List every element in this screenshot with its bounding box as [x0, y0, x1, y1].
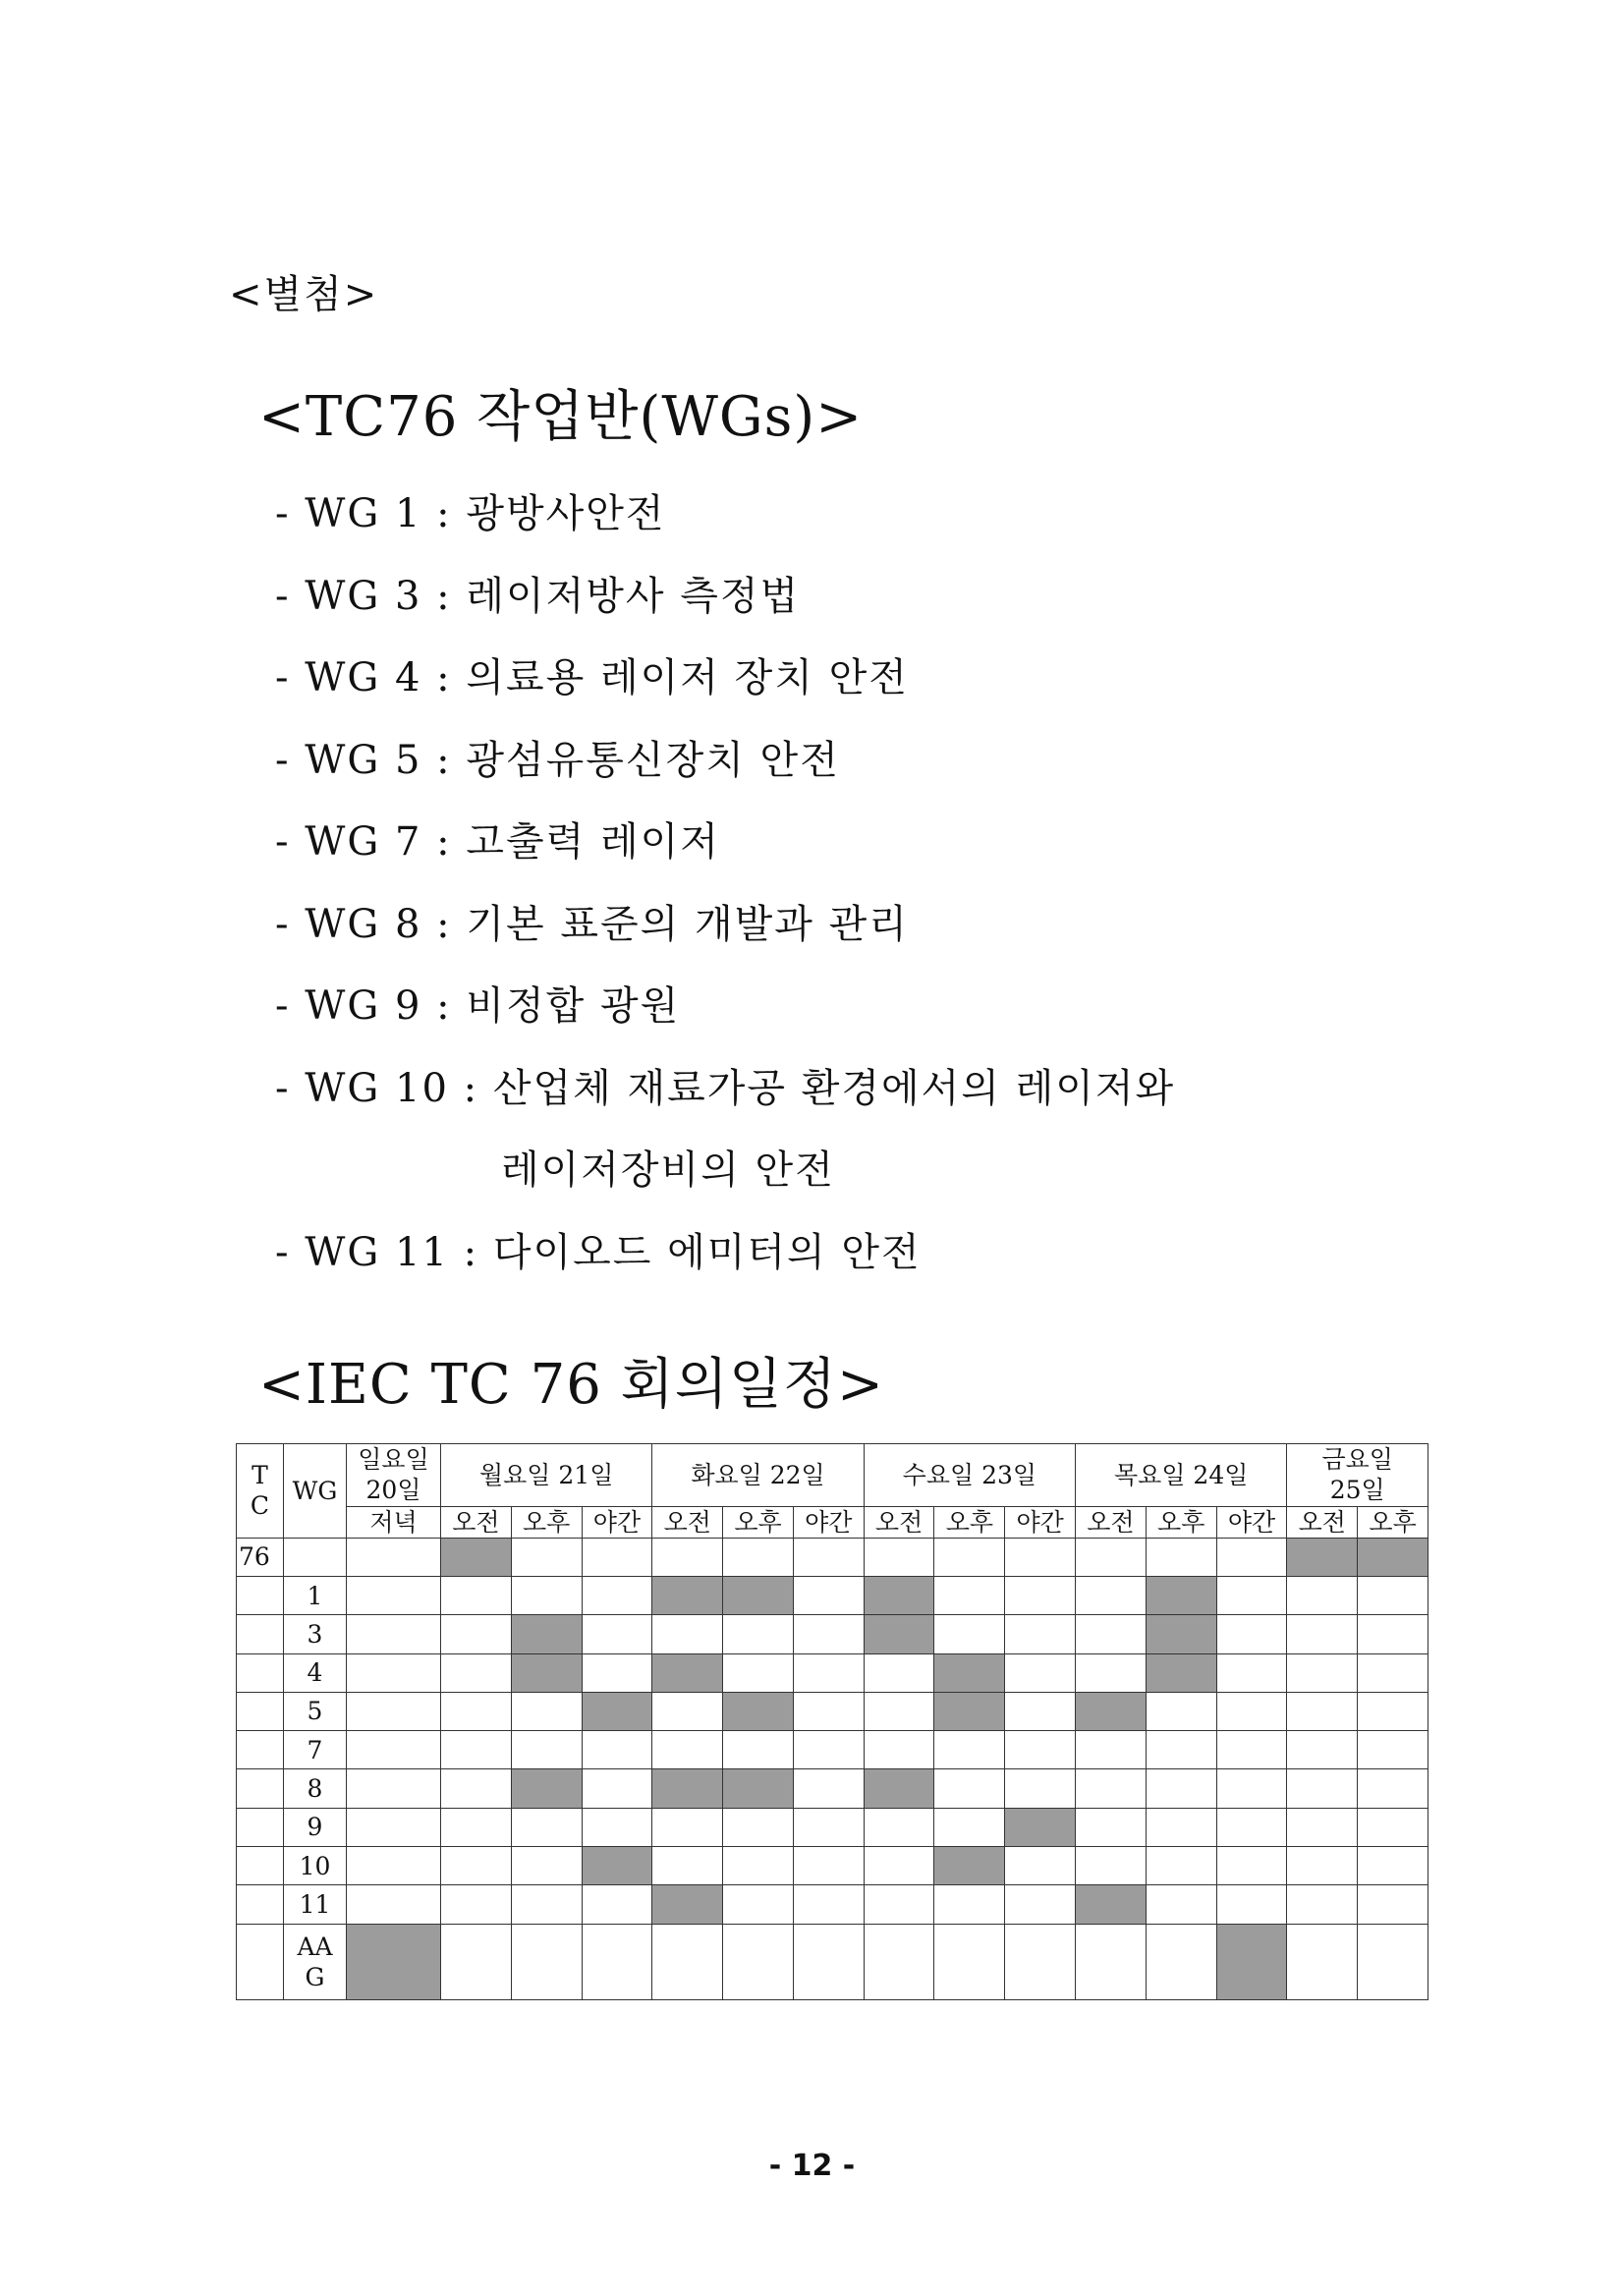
wg-cell: 5: [284, 1692, 347, 1730]
session-cell-empty: [652, 1847, 723, 1885]
wg-item-text: - WG 10 : 산업체 재료가공 환경에서의 레이저와: [275, 1065, 1176, 1111]
wg-item-text: - WG 3 : 레이저방사 측정법: [275, 573, 801, 619]
session-cell-scheduled: [1076, 1692, 1147, 1730]
session-cell-empty: [1076, 1808, 1147, 1846]
wg-item: [275, 802, 1175, 884]
session-cell-scheduled: [934, 1847, 1005, 1885]
session-cell-empty: [1287, 1885, 1358, 1924]
slot-header: 오전: [441, 1506, 512, 1538]
slot-header: 야간: [582, 1506, 652, 1538]
session-cell-empty: [1146, 1692, 1216, 1730]
schedule-row: [237, 1808, 1428, 1846]
session-cell-empty: [1076, 1577, 1147, 1615]
wg-item: [275, 556, 1175, 639]
session-cell-empty: [1005, 1615, 1076, 1653]
session-cell-empty: [1287, 1731, 1358, 1769]
session-cell-empty: [347, 1692, 441, 1730]
slot-header: 오전: [864, 1506, 934, 1538]
tc-cell: [237, 1924, 284, 1999]
session-cell-empty: [652, 1924, 723, 1999]
session-cell-empty: [441, 1653, 512, 1692]
slot-header: 오후: [511, 1506, 582, 1538]
session-cell-scheduled: [511, 1653, 582, 1692]
session-cell-scheduled: [582, 1692, 652, 1730]
session-cell-scheduled: [1146, 1653, 1216, 1692]
session-cell-empty: [511, 1692, 582, 1730]
session-cell-scheduled: [441, 1538, 512, 1576]
session-cell-empty: [347, 1653, 441, 1692]
session-cell-scheduled: [652, 1577, 723, 1615]
session-cell-empty: [582, 1577, 652, 1615]
slot-header: 오후: [1146, 1506, 1216, 1538]
wg-item-text: - WG 7 : 고출력 레이저: [275, 819, 720, 865]
tc-cell: [237, 1847, 284, 1885]
tc-cell: [237, 1808, 284, 1846]
session-cell-scheduled: [934, 1653, 1005, 1692]
session-cell-empty: [1076, 1731, 1147, 1769]
session-cell-empty: [864, 1847, 934, 1885]
session-cell-empty: [1358, 1808, 1428, 1846]
session-cell-empty: [1146, 1885, 1216, 1924]
wg-item-text: - WG 9 : 비정합 광원: [275, 983, 681, 1029]
session-cell-empty: [582, 1769, 652, 1808]
wg-cell: 8: [284, 1769, 347, 1808]
session-cell-empty: [582, 1538, 652, 1576]
schedule-row: [237, 1615, 1428, 1653]
session-cell-empty: [723, 1538, 794, 1576]
session-cell-empty: [652, 1615, 723, 1653]
session-cell-empty: [582, 1924, 652, 1999]
session-cell-empty: [1005, 1731, 1076, 1769]
session-cell-empty: [1358, 1847, 1428, 1885]
slot-header: 야간: [793, 1506, 864, 1538]
attachment-label: <별첨>: [229, 272, 379, 317]
slot-header: 저녁: [347, 1506, 441, 1538]
session-cell-empty: [1146, 1847, 1216, 1885]
session-cell-scheduled: [1076, 1885, 1147, 1924]
session-cell-empty: [511, 1731, 582, 1769]
session-cell-empty: [934, 1769, 1005, 1808]
day-header-tue: 화요일 22일: [652, 1444, 864, 1507]
wg-item-text: - WG 11 : 다이오드 에미터의 안전: [275, 1229, 922, 1275]
session-cell-empty: [1005, 1885, 1076, 1924]
session-cell-empty: [793, 1538, 864, 1576]
session-cell-empty: [652, 1538, 723, 1576]
session-cell-empty: [1216, 1615, 1287, 1653]
session-cell-empty: [864, 1924, 934, 1999]
session-cell-empty: [864, 1885, 934, 1924]
tc-cell: [237, 1692, 284, 1730]
session-cell-scheduled: [934, 1692, 1005, 1730]
session-cell-empty: [793, 1885, 864, 1924]
session-cell-scheduled: [652, 1769, 723, 1808]
session-cell-scheduled: [511, 1615, 582, 1653]
day-header-sun: 일요일 20일: [347, 1444, 441, 1507]
schedule-title: <IEC TC 76 회의일정>: [258, 1353, 884, 1417]
session-cell-empty: [1216, 1769, 1287, 1808]
session-cell-scheduled: [864, 1577, 934, 1615]
session-cell-empty: [441, 1885, 512, 1924]
session-cell-empty: [793, 1653, 864, 1692]
session-cell-empty: [1358, 1653, 1428, 1692]
session-cell-empty: [1005, 1577, 1076, 1615]
wg-item: [275, 966, 1175, 1048]
wg-item: [275, 1212, 1175, 1295]
session-cell-empty: [347, 1577, 441, 1615]
session-cell-scheduled: [511, 1769, 582, 1808]
session-cell-empty: [511, 1847, 582, 1885]
session-cell-empty: [864, 1653, 934, 1692]
session-cell-scheduled: [652, 1885, 723, 1924]
session-cell-empty: [864, 1538, 934, 1576]
wg-cell: [284, 1538, 347, 1576]
session-cell-empty: [1216, 1808, 1287, 1846]
session-cell-scheduled: [582, 1847, 652, 1885]
session-cell-empty: [347, 1847, 441, 1885]
wg-item: [275, 884, 1175, 967]
session-cell-empty: [1005, 1692, 1076, 1730]
slot-header: 오전: [652, 1506, 723, 1538]
session-cell-empty: [723, 1615, 794, 1653]
session-cell-empty: [1076, 1847, 1147, 1885]
session-cell-empty: [1216, 1731, 1287, 1769]
slot-header: 오전: [1287, 1506, 1358, 1538]
wg-cell: 1: [284, 1577, 347, 1615]
session-cell-empty: [1076, 1615, 1147, 1653]
session-cell-empty: [793, 1731, 864, 1769]
session-cell-empty: [1216, 1577, 1287, 1615]
schedule-row: [237, 1769, 1428, 1808]
wg-item: [275, 474, 1175, 556]
tc-cell: [237, 1885, 284, 1924]
session-cell-empty: [652, 1692, 723, 1730]
wg-item-text: 레이저장비의 안전: [501, 1148, 835, 1193]
session-cell-empty: [347, 1731, 441, 1769]
session-cell-empty: [582, 1653, 652, 1692]
schedule-row: [237, 1692, 1428, 1730]
session-cell-empty: [793, 1692, 864, 1730]
session-cell-empty: [934, 1924, 1005, 1999]
session-cell-empty: [1005, 1924, 1076, 1999]
session-cell-empty: [1287, 1653, 1358, 1692]
schedule-row: [237, 1538, 1428, 1576]
session-cell-empty: [1287, 1924, 1358, 1999]
session-cell-empty: [1076, 1653, 1147, 1692]
slot-header: 오후: [1358, 1506, 1428, 1538]
schedule-row: [237, 1577, 1428, 1615]
session-cell-empty: [723, 1847, 794, 1885]
session-cell-scheduled: [1146, 1615, 1216, 1653]
session-cell-empty: [582, 1615, 652, 1653]
session-cell-empty: [441, 1692, 512, 1730]
session-cell-empty: [1358, 1577, 1428, 1615]
tc-cell: [237, 1653, 284, 1692]
wg-cell: 10: [284, 1847, 347, 1885]
tc-cell: [237, 1769, 284, 1808]
wg-cell: 7: [284, 1731, 347, 1769]
slot-header: 오전: [1076, 1506, 1147, 1538]
schedule-row: [237, 1731, 1428, 1769]
schedule-table: [236, 1443, 1428, 2000]
wg-cell: 9: [284, 1808, 347, 1846]
tc-cell: 76: [237, 1538, 284, 1576]
session-cell-scheduled: [723, 1769, 794, 1808]
session-cell-empty: [793, 1808, 864, 1846]
session-cell-empty: [1146, 1731, 1216, 1769]
session-cell-empty: [1287, 1692, 1358, 1730]
session-cell-empty: [1005, 1538, 1076, 1576]
session-cell-scheduled: [864, 1615, 934, 1653]
session-cell-scheduled: [1216, 1924, 1287, 1999]
session-cell-empty: [723, 1731, 794, 1769]
day-header-fri: 금요일 25일: [1287, 1444, 1428, 1507]
session-cell-empty: [582, 1808, 652, 1846]
session-cell-empty: [934, 1615, 1005, 1653]
session-cell-empty: [1358, 1924, 1428, 1999]
session-cell-empty: [1146, 1538, 1216, 1576]
day-header-mon: 월요일 21일: [441, 1444, 652, 1507]
session-cell-empty: [1216, 1885, 1287, 1924]
session-cell-empty: [441, 1577, 512, 1615]
session-cell-empty: [1216, 1653, 1287, 1692]
session-cell-empty: [1216, 1538, 1287, 1576]
session-cell-empty: [1287, 1847, 1358, 1885]
session-cell-empty: [934, 1577, 1005, 1615]
session-cell-empty: [793, 1615, 864, 1653]
session-cell-empty: [1216, 1847, 1287, 1885]
session-cell-empty: [347, 1615, 441, 1653]
wg-item: [275, 638, 1175, 720]
wg-item-text: - WG 5 : 광섬유통신장치 안전: [275, 737, 840, 783]
session-cell-scheduled: [1358, 1538, 1428, 1576]
session-cell-scheduled: [723, 1577, 794, 1615]
wg-header: WG: [284, 1444, 347, 1539]
session-cell-empty: [1287, 1808, 1358, 1846]
tc-cell: [237, 1615, 284, 1653]
slot-header: 야간: [1216, 1506, 1287, 1538]
wg-item-text: - WG 8 : 기본 표준의 개발과 관리: [275, 901, 909, 947]
session-cell-empty: [582, 1731, 652, 1769]
session-cell-empty: [723, 1808, 794, 1846]
session-cell-empty: [793, 1769, 864, 1808]
session-cell-empty: [1216, 1692, 1287, 1730]
session-cell-empty: [347, 1808, 441, 1846]
wg-cell: 4: [284, 1653, 347, 1692]
session-cell-empty: [1146, 1769, 1216, 1808]
schedule-row: [237, 1847, 1428, 1885]
wg-section-title: <TC76 작업반(WGs)>: [258, 385, 864, 449]
session-cell-empty: [511, 1885, 582, 1924]
day-header-wed: 수요일 23일: [864, 1444, 1075, 1507]
session-cell-empty: [723, 1924, 794, 1999]
session-cell-empty: [934, 1538, 1005, 1576]
session-cell-empty: [652, 1808, 723, 1846]
session-cell-empty: [793, 1577, 864, 1615]
session-cell-empty: [1076, 1769, 1147, 1808]
session-cell-empty: [347, 1769, 441, 1808]
slot-header: 오후: [934, 1506, 1005, 1538]
session-cell-empty: [441, 1924, 512, 1999]
session-cell-scheduled: [347, 1924, 441, 1999]
session-cell-empty: [441, 1731, 512, 1769]
session-cell-scheduled: [652, 1653, 723, 1692]
session-cell-empty: [723, 1885, 794, 1924]
page-number: - 12 -: [768, 2149, 856, 2183]
session-cell-empty: [793, 1924, 864, 1999]
session-cell-empty: [441, 1615, 512, 1653]
session-cell-empty: [652, 1731, 723, 1769]
schedule-row: [237, 1924, 1428, 1999]
session-cell-empty: [347, 1538, 441, 1576]
session-cell-empty: [347, 1885, 441, 1924]
day-header-thu: 목요일 24일: [1076, 1444, 1287, 1507]
session-cell-empty: [1287, 1577, 1358, 1615]
wg-item-continuation: [275, 1130, 1175, 1212]
wg-cell: AA G: [284, 1924, 347, 1999]
tc-header: T C: [237, 1444, 284, 1539]
session-cell-empty: [1287, 1769, 1358, 1808]
session-cell-empty: [1076, 1924, 1147, 1999]
tc-cell: [237, 1577, 284, 1615]
session-cell-empty: [1076, 1538, 1147, 1576]
wg-item-text: - WG 1 : 광방사안전: [275, 491, 666, 536]
wg-cell: 3: [284, 1615, 347, 1653]
slot-header: 오후: [723, 1506, 794, 1538]
session-cell-empty: [934, 1885, 1005, 1924]
session-cell-empty: [864, 1731, 934, 1769]
session-cell-empty: [864, 1692, 934, 1730]
wg-item-text: - WG 4 : 의료용 레이저 장치 안전: [275, 655, 909, 700]
session-cell-empty: [511, 1808, 582, 1846]
wg-list: [275, 474, 1175, 1294]
session-cell-scheduled: [1146, 1577, 1216, 1615]
session-cell-empty: [934, 1731, 1005, 1769]
session-cell-empty: [1005, 1653, 1076, 1692]
session-cell-empty: [1005, 1769, 1076, 1808]
schedule-row: [237, 1885, 1428, 1924]
schedule-row: [237, 1653, 1428, 1692]
session-cell-scheduled: [1287, 1538, 1358, 1576]
session-cell-empty: [1146, 1808, 1216, 1846]
session-cell-empty: [723, 1653, 794, 1692]
session-cell-empty: [1358, 1615, 1428, 1653]
session-cell-empty: [934, 1808, 1005, 1846]
session-cell-empty: [441, 1808, 512, 1846]
session-cell-empty: [511, 1577, 582, 1615]
session-cell-scheduled: [723, 1692, 794, 1730]
session-cell-empty: [1146, 1924, 1216, 1999]
session-cell-empty: [511, 1924, 582, 1999]
session-cell-empty: [1287, 1615, 1358, 1653]
session-cell-empty: [1358, 1731, 1428, 1769]
session-cell-empty: [441, 1847, 512, 1885]
session-cell-scheduled: [864, 1769, 934, 1808]
session-cell-empty: [441, 1769, 512, 1808]
session-cell-empty: [1358, 1769, 1428, 1808]
slot-header: 야간: [1005, 1506, 1076, 1538]
session-cell-empty: [1005, 1847, 1076, 1885]
session-cell-empty: [582, 1885, 652, 1924]
wg-item: [275, 720, 1175, 803]
session-cell-empty: [793, 1847, 864, 1885]
wg-cell: 11: [284, 1885, 347, 1924]
session-cell-scheduled: [1005, 1808, 1076, 1846]
wg-item: [275, 1048, 1175, 1131]
session-cell-empty: [864, 1808, 934, 1846]
session-cell-empty: [1358, 1692, 1428, 1730]
tc-cell: [237, 1731, 284, 1769]
session-cell-empty: [1358, 1885, 1428, 1924]
session-cell-empty: [511, 1538, 582, 1576]
